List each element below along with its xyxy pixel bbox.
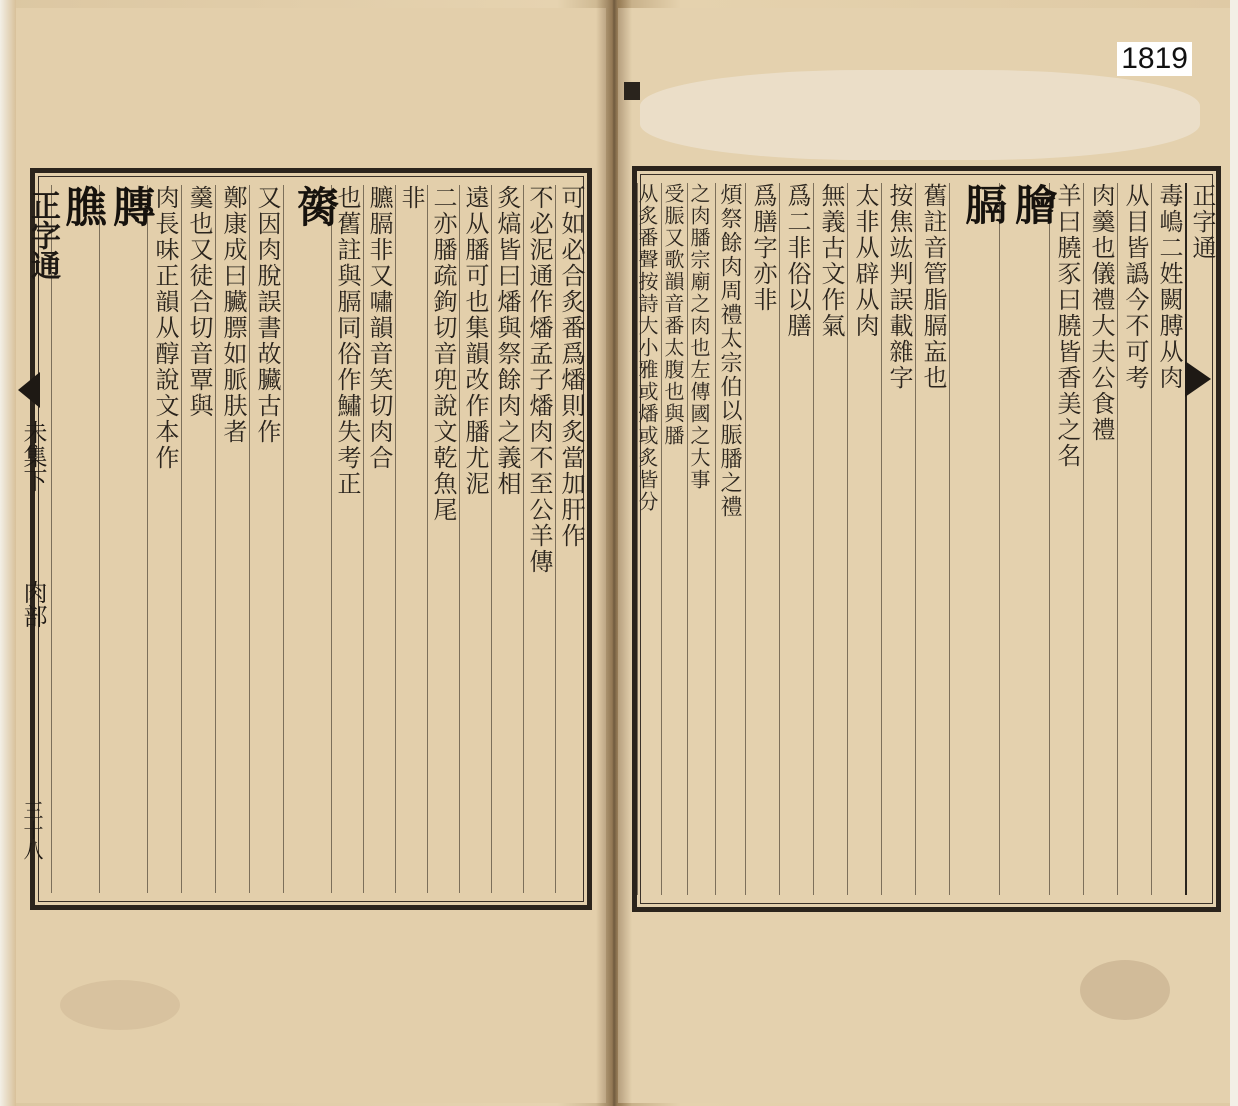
text-column: 非 — [395, 185, 426, 893]
text-column: 煩祭餘肉周禮太宗伯以脤膰之禮 — [715, 183, 744, 895]
text-column: 从炙番聲按詩大小雅或燔或炙皆分 — [637, 183, 662, 895]
book-gutter — [596, 0, 632, 1106]
text-column: 炙熇皆曰燔與祭餘肉之義相 — [491, 185, 522, 893]
text-column: 正字通 — [1185, 183, 1217, 895]
headword-column: 膾 — [999, 183, 1048, 895]
margin-title: 正字通 — [25, 190, 60, 280]
text-column: 鄭康成曰臟膘如脈肤者 — [215, 185, 248, 893]
margin-folio: 三十八 — [20, 800, 44, 860]
margin-section: 未集下 — [19, 420, 47, 492]
margin-radical: 肉部 — [19, 580, 47, 628]
text-column: 爲膳字亦非 — [745, 183, 778, 895]
text-column: 太非从辟从肉 — [847, 183, 880, 895]
right-outer-edge — [1230, 0, 1238, 1106]
fish-tail-mark-icon — [1185, 361, 1211, 397]
text-column: 按焦竑判誤載雜字 — [881, 183, 914, 895]
paper-stain — [60, 980, 180, 1030]
headword-column: 膈 — [949, 183, 998, 895]
paper-stain — [1080, 960, 1170, 1020]
text-column: 舊註音管脂膈衁也 — [915, 183, 948, 895]
text-column: 羊曰膮豕曰膮皆香美之名 — [1049, 183, 1082, 895]
text-column: 羹也又徒合切音覃與 — [181, 185, 214, 893]
text-column: 無義古文作氣 — [813, 183, 846, 895]
text-column: 之肉膰宗廟之肉也左傳國之大事 — [687, 183, 714, 895]
text-column: 遠从膰可也集韻改作膰尤泥 — [459, 185, 490, 893]
text-column: 又因肉脫誤書故臟古作 — [249, 185, 282, 893]
text-column: 臕膈非又嘯韻音笑切肉合 — [363, 185, 394, 893]
text-column: 二亦膰疏鉤切音兜說文乾魚尾 — [427, 185, 458, 893]
right-text-block — [632, 166, 1221, 912]
text-column: 肉長味正韻从醇說文本作 — [147, 185, 180, 893]
paper-stain — [640, 70, 1200, 160]
headword-column: 膞 — [99, 185, 146, 893]
text-column: 不必泥通作燔孟子燔肉不至公羊傳 — [523, 185, 554, 893]
text-column: 肉羹也儀禮大夫公食禮 — [1083, 183, 1116, 895]
text-column: 受脤又歌韻音番太腹也與膰 — [661, 183, 688, 895]
headword-column: 膐 — [283, 185, 330, 893]
left-outer-edge — [0, 0, 16, 1106]
headword-column: 膲 — [51, 185, 98, 893]
text-column: 可如必合炙番爲燔則炙當加肝作 — [555, 185, 586, 893]
text-column: 毒嶋二姓闕膊从肉 — [1151, 183, 1184, 895]
page-number-label: 1819 — [1117, 42, 1192, 76]
left-text-block — [30, 168, 592, 910]
text-column: 爲二非俗以膳 — [779, 183, 812, 895]
ink-mark — [624, 82, 640, 100]
fish-tail-mark-icon — [18, 372, 40, 408]
text-column: 从目皆譌今不可考 — [1117, 183, 1150, 895]
text-column: 也舊註與膈同俗作鱐失考正 — [331, 185, 362, 893]
